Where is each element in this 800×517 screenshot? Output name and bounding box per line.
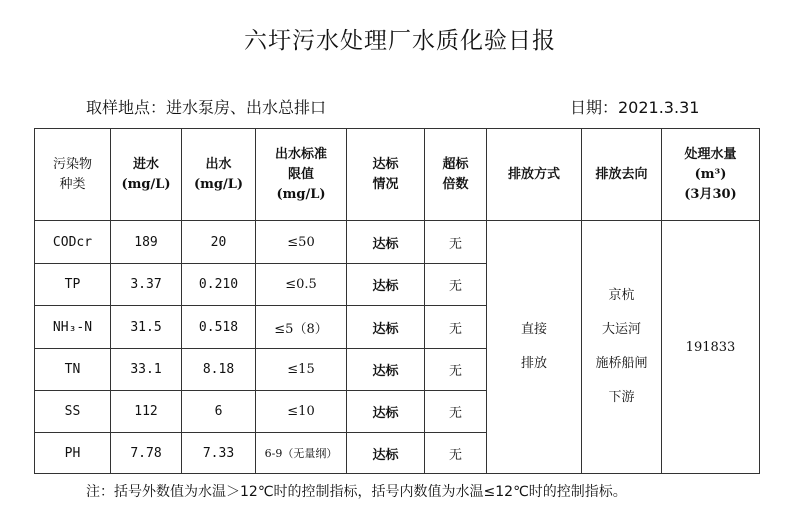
cell-influent: 189 bbox=[111, 221, 182, 264]
header-exceed: 超标 倍数 bbox=[425, 129, 487, 221]
footnote: 注：括号外数值为水温＞12℃时的控制指标，括号内数值为水温≤12℃时的控制指标。 bbox=[86, 484, 627, 500]
report-date: 日期：2021.3.31 bbox=[570, 98, 700, 117]
cell-effluent: 0.210 bbox=[182, 264, 256, 306]
cell-status: 达标 bbox=[347, 264, 425, 306]
sampling-location: 取样地点：进水泵房、出水总排口 bbox=[86, 98, 327, 117]
cell-influent: 3.37 bbox=[111, 264, 182, 306]
cell-effluent: 8.18 bbox=[182, 349, 256, 391]
cell-influent: 112 bbox=[111, 391, 182, 433]
cell-limit: ≤0.5 bbox=[256, 264, 347, 306]
cell-volume: 191833 bbox=[662, 221, 760, 474]
header-discharge-method: 排放方式 bbox=[487, 129, 582, 221]
table-row bbox=[35, 221, 760, 264]
cell-effluent: 6 bbox=[182, 391, 256, 433]
cell-limit: ≤10 bbox=[256, 391, 347, 433]
cell-exceed: 无 bbox=[425, 306, 487, 349]
cell-exceed: 无 bbox=[425, 221, 487, 264]
cell-influent: 7.78 bbox=[111, 433, 182, 474]
cell-pollutant: TN bbox=[35, 349, 111, 391]
cell-pollutant: TP bbox=[35, 264, 111, 306]
cell-discharge-direction: 京杭 大运河 施桥船闸 下游 bbox=[582, 221, 662, 474]
cell-effluent: 7.33 bbox=[182, 433, 256, 474]
cell-effluent: 0.518 bbox=[182, 306, 256, 349]
cell-pollutant: PH bbox=[35, 433, 111, 474]
cell-limit: ≤5（8） bbox=[256, 306, 347, 349]
water-quality-table bbox=[34, 128, 760, 474]
cell-status: 达标 bbox=[347, 433, 425, 474]
cell-influent: 31.5 bbox=[111, 306, 182, 349]
cell-pollutant: NH₃-N bbox=[35, 306, 111, 349]
report-title: 六圩污水处理厂水质化验日报 bbox=[244, 28, 556, 54]
header-influent: 进水 (mg/L) bbox=[111, 129, 182, 221]
header-discharge-direction: 排放去向 bbox=[582, 129, 662, 221]
cell-exceed: 无 bbox=[425, 391, 487, 433]
header-status: 达标 情况 bbox=[347, 129, 425, 221]
cell-pollutant: SS bbox=[35, 391, 111, 433]
cell-limit: ≤50 bbox=[256, 221, 347, 264]
header-volume: 处理水量 (m³) (3月30) bbox=[662, 129, 760, 221]
header-effluent: 出水 (mg/L) bbox=[182, 129, 256, 221]
cell-exceed: 无 bbox=[425, 349, 487, 391]
header-limit: 出水标准 限值 (mg/L) bbox=[256, 129, 347, 221]
cell-status: 达标 bbox=[347, 391, 425, 433]
cell-status: 达标 bbox=[347, 306, 425, 349]
cell-status: 达标 bbox=[347, 221, 425, 264]
cell-status: 达标 bbox=[347, 349, 425, 391]
cell-influent: 33.1 bbox=[111, 349, 182, 391]
cell-pollutant: CODcr bbox=[35, 221, 111, 264]
cell-effluent: 20 bbox=[182, 221, 256, 264]
cell-exceed: 无 bbox=[425, 264, 487, 306]
cell-limit: 6-9（无量纲） bbox=[256, 433, 347, 474]
table-header-row bbox=[35, 129, 760, 221]
cell-exceed: 无 bbox=[425, 433, 487, 474]
cell-discharge-method: 直接 排放 bbox=[487, 221, 582, 474]
cell-limit: ≤15 bbox=[256, 349, 347, 391]
header-pollutant: 污染物 种类 bbox=[35, 129, 111, 221]
